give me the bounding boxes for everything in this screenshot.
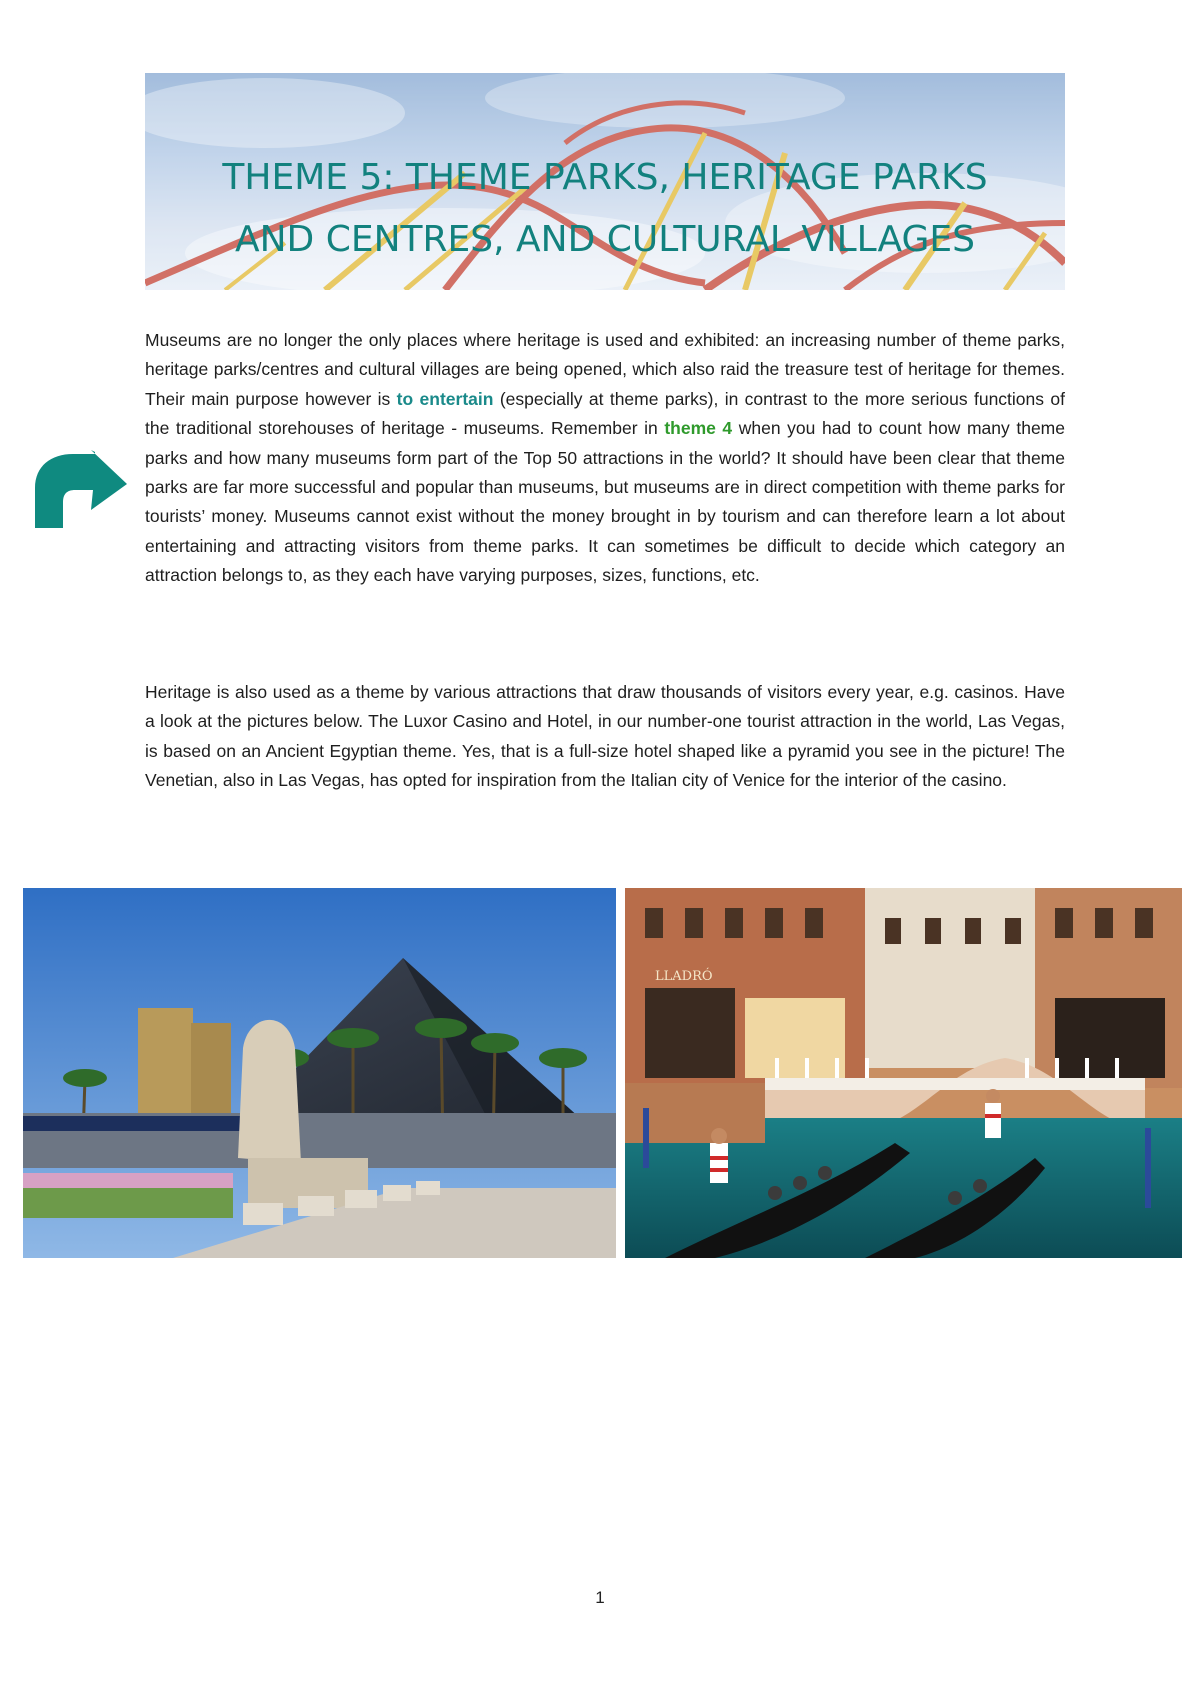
paragraph-heritage-theme: Heritage is also used as a theme by various attractions that draw thousands of visitors every year, e.g. casinos. Have a look at the pictures below. The Luxor Casino and Hotel, in our number-one tourist attraction in the world, Las Vegas, is based on an Ancient Egyptian theme. Yes, that is a full-size hotel shaped like a pyramid you see in the picture! The Venetian, also in Las Vegas, has opted for inspiration from the Italian city of Venice for the interior of the casino. (145, 682, 1065, 791)
curved-arrow-icon (33, 450, 128, 528)
p1-text-a: Museums are no longer the only places where heritage is used and exhibited: an increasing number of theme parks, heritage parks/centres and cultural villages are being opened, which also raid the treasure test of heritage for themes. Their main purpose however is (145, 330, 1065, 409)
title-banner (145, 73, 1065, 290)
paragraph-museums (145, 326, 1065, 591)
link-theme-4[interactable]: theme 4 (664, 418, 733, 439)
p1-text-b: (especially at theme parks), in contrast to the more serious functions of the traditional storehouses of heritage - museums. Remember in (145, 388, 1065, 439)
venetian-photo (625, 888, 1182, 1258)
title-line-2: AND CENTRES, AND CULTURAL VILLAGES (234, 219, 976, 260)
page-title (145, 147, 1065, 271)
page-number: 1 (595, 1588, 605, 1607)
title-line-1: THEME 5: THEME PARKS, HERITAGE PARKS (222, 157, 988, 198)
luxor-photo (23, 888, 616, 1258)
p1-text-c: when you had to count how many theme parks and how many museums form part of the Top 50 attractions in the world? It should have been clear that theme parks are far more successful and popular than museums, but museums are in direct competition with theme parks for tourists’ money. Museums cannot exist without the money brought in by tourism and can therefore learn a lot about entertaining and attracting visitors from theme parks. It can sometimes be difficult to decide which category an attraction belongs to, as they each have varying purposes, sizes, functions, etc. (145, 418, 1065, 586)
lladro-sign: LLADRÓ (655, 969, 713, 984)
highlight-to-entertain: to entertain (396, 388, 494, 409)
